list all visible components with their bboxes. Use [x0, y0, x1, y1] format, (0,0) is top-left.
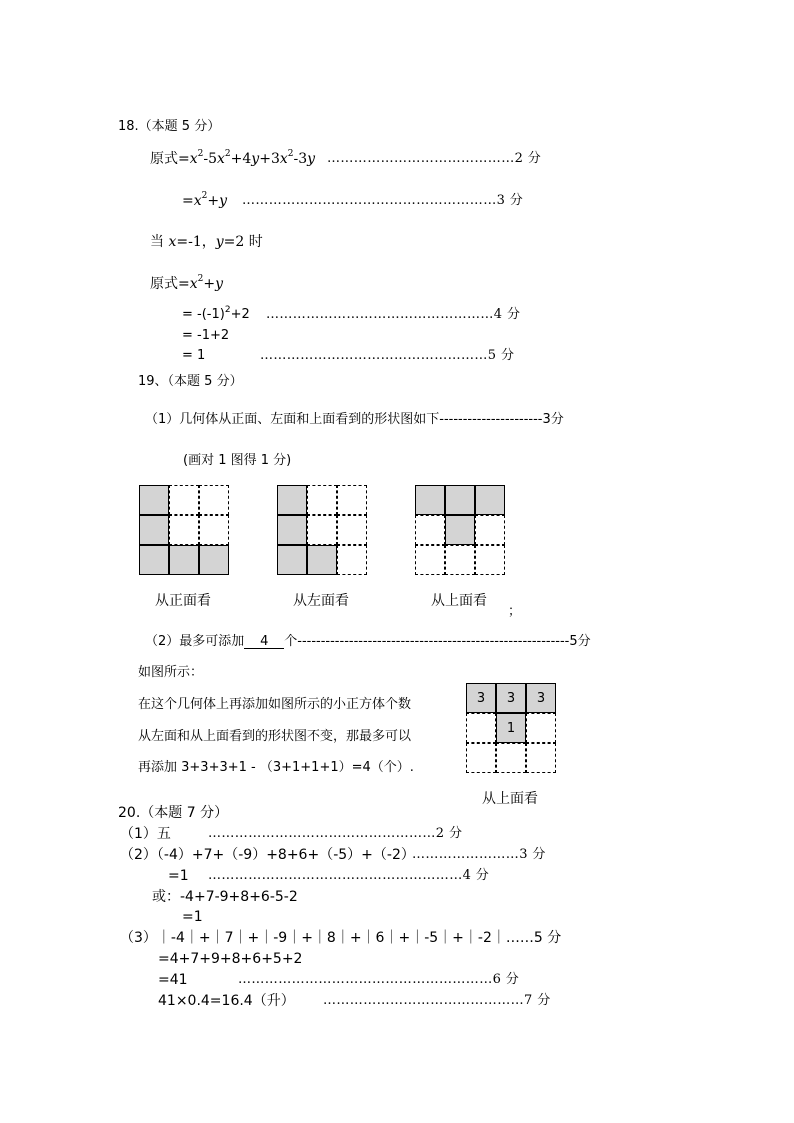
front-view-grid [139, 485, 231, 577]
q18-line1-expr: 原式$=x^2-5x^2+4y+3x^2-3y$ [150, 149, 316, 167]
q20-part1: （1）五 [120, 826, 171, 842]
q18-line6: = -1+2 [182, 328, 230, 343]
grid-cell-filled [169, 545, 199, 575]
grid-cell-filled [139, 485, 169, 515]
grid-cell-number: 1 [496, 713, 526, 743]
q20-part2-eq-dots: …………………………………………………4 分 [208, 868, 490, 883]
grid-cell-number: 3 [496, 683, 526, 713]
grid-cell-filled [475, 485, 505, 515]
semicolon: ； [508, 604, 522, 619]
q20-part3-line3-dots: …………………………………………………6 分 [238, 972, 520, 987]
grid-cell-empty [466, 713, 496, 743]
q20-part2-eq: =1 [168, 868, 189, 884]
grid-cell-empty [169, 485, 199, 515]
grid-cell-empty [415, 545, 445, 575]
q19-part2-answer: 4 [244, 635, 284, 649]
caption-top: 从上面看 [431, 593, 487, 609]
q18-line2-expr: $=x^2+y$ [182, 191, 228, 209]
grid-cell-filled [445, 515, 475, 545]
grid-cell-empty [199, 485, 229, 515]
grid-cell-filled [415, 485, 445, 515]
q18-line1-dots: ……………………………………2 分 [327, 151, 542, 166]
grid-cell-empty [445, 545, 475, 575]
grid-cell-empty [415, 515, 445, 545]
q19-as-shown: 如图所示： [138, 665, 204, 680]
grid-cell-filled [199, 545, 229, 575]
q20-part2-dots: ……………………3 分 [412, 847, 546, 862]
q18-header: 18.（本题 5 分） [118, 119, 221, 134]
q20-part1-dots: ……………………………………………2 分 [208, 826, 463, 841]
q19-part2 [145, 635, 591, 649]
q18-line5-dots: ……………………………………………4 分 [266, 307, 521, 322]
grid-cell-empty [475, 515, 505, 545]
caption-left: 从左面看 [293, 593, 349, 609]
grid-cell-empty [496, 743, 526, 773]
q19-explain1: 在这个几何体上再添加如图所示的小正方体个数 [138, 697, 412, 712]
grid-cell-filled [277, 545, 307, 575]
q20-or-line2: =1 [182, 909, 203, 925]
grid-cell-filled [139, 515, 169, 545]
q19-header: 19、（本题 5 分） [138, 374, 243, 389]
q19-part1-note: (画对 1 图得 1 分) [183, 453, 292, 468]
caption-front: 从正面看 [155, 593, 211, 609]
grid-cell-filled [277, 485, 307, 515]
grid-cell-empty [337, 515, 367, 545]
grid-cell-empty [169, 515, 199, 545]
caption-top-2: 从上面看 [482, 791, 538, 807]
q18-line3: 当 x=-1，y=2 时 [150, 234, 263, 250]
grid-cell-number: 3 [526, 683, 556, 713]
q18-line7-dots: ……………………………………………5 分 [260, 348, 515, 363]
grid-cell-empty [199, 515, 229, 545]
q20-part3-line4: 41×0.4=16.4（升） [158, 993, 295, 1009]
q19-explain3: 再添加 3+3+3+1 - （3+1+1+1）=4（个）. [138, 760, 414, 775]
q18-line5-expr: = $-(-1)^2+2$ [182, 305, 250, 322]
grid-cell-empty [526, 743, 556, 773]
q20-or-line1: 或：-4+7-9+8+6-5-2 [152, 889, 298, 905]
left-view-grid [277, 485, 369, 577]
grid-cell-empty [337, 485, 367, 515]
grid-cell-filled [277, 515, 307, 545]
grid-cell-empty [337, 545, 367, 575]
grid-cell-empty [466, 743, 496, 773]
q20-part3: （3）｜-4｜+｜7｜+｜-9｜+｜8｜+｜6｜+｜-5｜+｜-2｜……5 分 [120, 930, 562, 946]
grid-cell-number: 3 [466, 683, 496, 713]
q20-part2: （2）（-4）+7+（-9）+8+6+（-5）+（-2） [120, 847, 415, 863]
top-view-grid [415, 485, 507, 577]
q19-part2-prefix: （2）最多可添加 [145, 634, 245, 649]
q19-explain2: 从左面和从上面看到的形状图不变，那最多可以 [138, 729, 412, 744]
grid-cell-empty [526, 713, 556, 743]
grid-cell-filled [139, 545, 169, 575]
q20-part3-line2: =4+7+9+8+6+5+2 [158, 951, 303, 967]
grid-cell-empty [307, 515, 337, 545]
grid-cell-filled [445, 485, 475, 515]
q18-line7-expr: = 1 [182, 348, 206, 363]
q19-part2-suffix: 个----------------------------------------------------------5分 [284, 634, 591, 649]
q20-part3-line4-dots: ………………………………………7 分 [323, 993, 551, 1008]
q20-header: 20.（本题 7 分） [118, 805, 229, 821]
grid-cell-empty [475, 545, 505, 575]
q18-line2-dots: …………………………………………………3 分 [242, 193, 524, 208]
q18-line4: 原式$=x^2+y$ [150, 274, 224, 292]
numbered-top-view-grid [466, 683, 558, 775]
grid-cell-empty [307, 485, 337, 515]
q19-part1: （1）几何体从正面、左面和上面看到的形状图如下----------------------3分 [145, 412, 564, 427]
q20-part3-line3: =41 [158, 972, 188, 988]
grid-cell-filled [307, 545, 337, 575]
